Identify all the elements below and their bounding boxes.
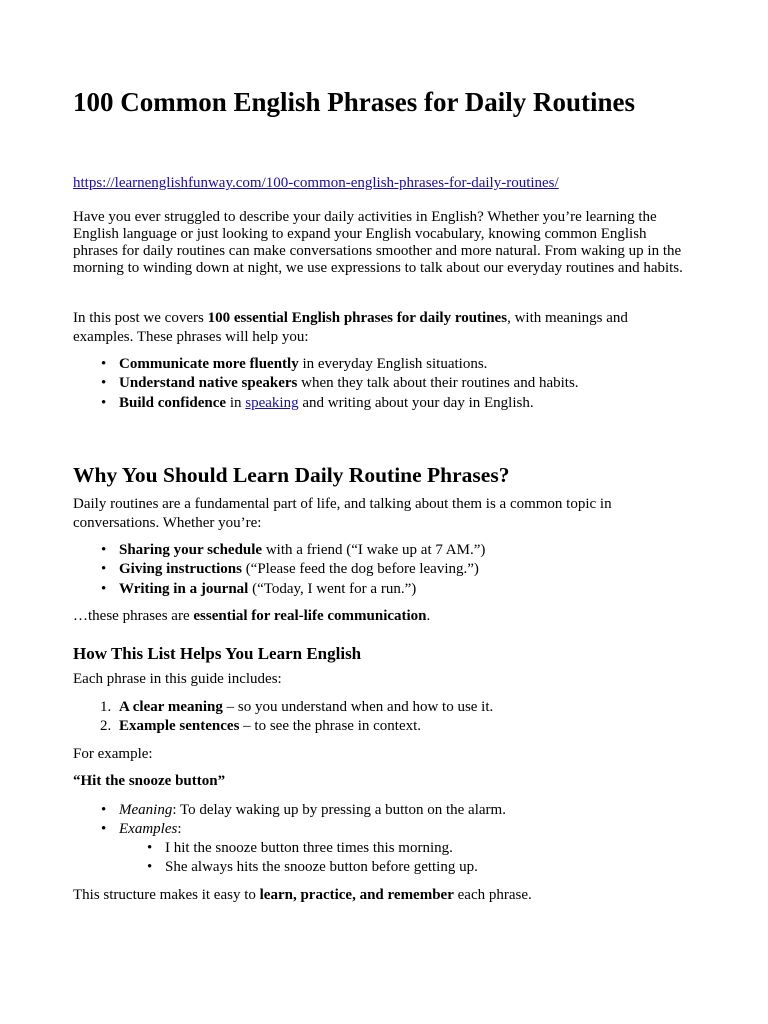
list-item-text: when they talk about their routines and habits. [297,375,579,392]
list-item [100,375,579,394]
list-item: • She always hits the snooze button before getting up. [146,859,478,878]
list-item-bold: A clear meaning [119,699,223,715]
why-heading: Why You Should Learn Daily Routine Phrases? [73,463,510,487]
list-item-text: (“Today, I went for a run.”) [248,580,417,597]
page-title: 100 Common English Phrases for Daily Routines [73,87,636,117]
for-example-text: For example: [73,746,153,762]
list-number: 1. [100,699,112,715]
list-item [100,802,506,821]
list-item-bold: Build confidence [119,394,227,411]
example-phrase-bold: “Hit the snooze button” [73,773,226,789]
speaking-link[interactable]: speaking [245,394,299,411]
meaning-text: : To delay waking up by pressing a button on the alarm. [172,802,506,818]
list-item [100,561,485,580]
how-list [100,699,493,738]
list-item-bold: Writing in a journal [119,580,249,597]
structure-bold: learn, practice, and remember [259,887,454,903]
why-list [100,542,485,600]
list-item-bold: Giving instructions [119,561,242,578]
list-item [100,699,493,718]
source-url-link[interactable]: https://learnenglishfunway.com/100-common-english-phrases-for-daily-routines/ [73,175,559,191]
examples-colon: : [177,821,182,838]
example-phrase [73,773,688,790]
covers-paragraph [73,309,688,347]
covers-text-before: In this post we covers [73,310,208,326]
list-item [100,542,485,561]
meaning-label: Meaning [119,802,173,818]
why-closing [73,608,688,625]
list-item [100,356,579,375]
list-item-text: in everyday English situations. [298,356,488,372]
how-heading: How This List Helps You Learn English [73,644,362,663]
source-url-line [73,175,688,192]
structure-text-after: each phrase. [453,887,532,903]
closing-text: …these phrases are [73,608,194,624]
list-item [100,395,579,414]
meaning-list [100,802,506,841]
closing-text-after: . [426,608,431,624]
how-paragraph: Each phrase in this guide includes: [73,671,282,687]
list-item [100,718,493,737]
list-number: 2. [100,718,112,735]
why-paragraph: Daily routines are a fundamental part of life, and talking about them is a common topic in conversations. Whether you’re: [73,496,612,531]
covers-text-after: , with meanings and examples. These phrases will help you: [73,310,628,345]
intro-paragraph: Have you ever struggled to describe your daily activities in English? Whether you’re learning the English language or just looking to expand your English vocabulary, knowing common English phrases for daily routines can make conversations smoother and more natural. From waking up in the morning to winding down at night, we use expressions to talk about our everyday routines and habits. [73,209,683,276]
list-item-text: with a friend (“I wake up at 7 AM.”) [262,542,486,558]
list-item [100,821,506,840]
list-item-bold: Sharing your schedule [119,542,263,558]
examples-sublist [146,840,478,879]
list-item [100,581,485,600]
list-item: • I hit the snooze button three times this morning. [146,840,478,859]
list-item-text: (“Please feed the dog before leaving.”) [241,561,479,578]
help-list [100,356,579,414]
list-item-text: and writing about your day in English. [298,394,534,411]
list-item-text: – so you understand when and how to use it. [222,699,494,715]
list-item-text: – to see the phrase in context. [239,718,422,735]
list-item-text: in [226,394,246,411]
list-item-bold: Example sentences [119,718,240,735]
list-item-bold: Understand native speakers [119,375,298,392]
covers-bold: 100 essential English phrases for daily routines [207,310,508,326]
examples-label: Examples [119,821,178,838]
structure-paragraph [73,887,688,904]
closing-bold: essential for real-life communication [193,608,427,624]
list-item-bold: Communicate more fluently [119,356,299,372]
structure-text: This structure makes it easy to [73,887,260,903]
